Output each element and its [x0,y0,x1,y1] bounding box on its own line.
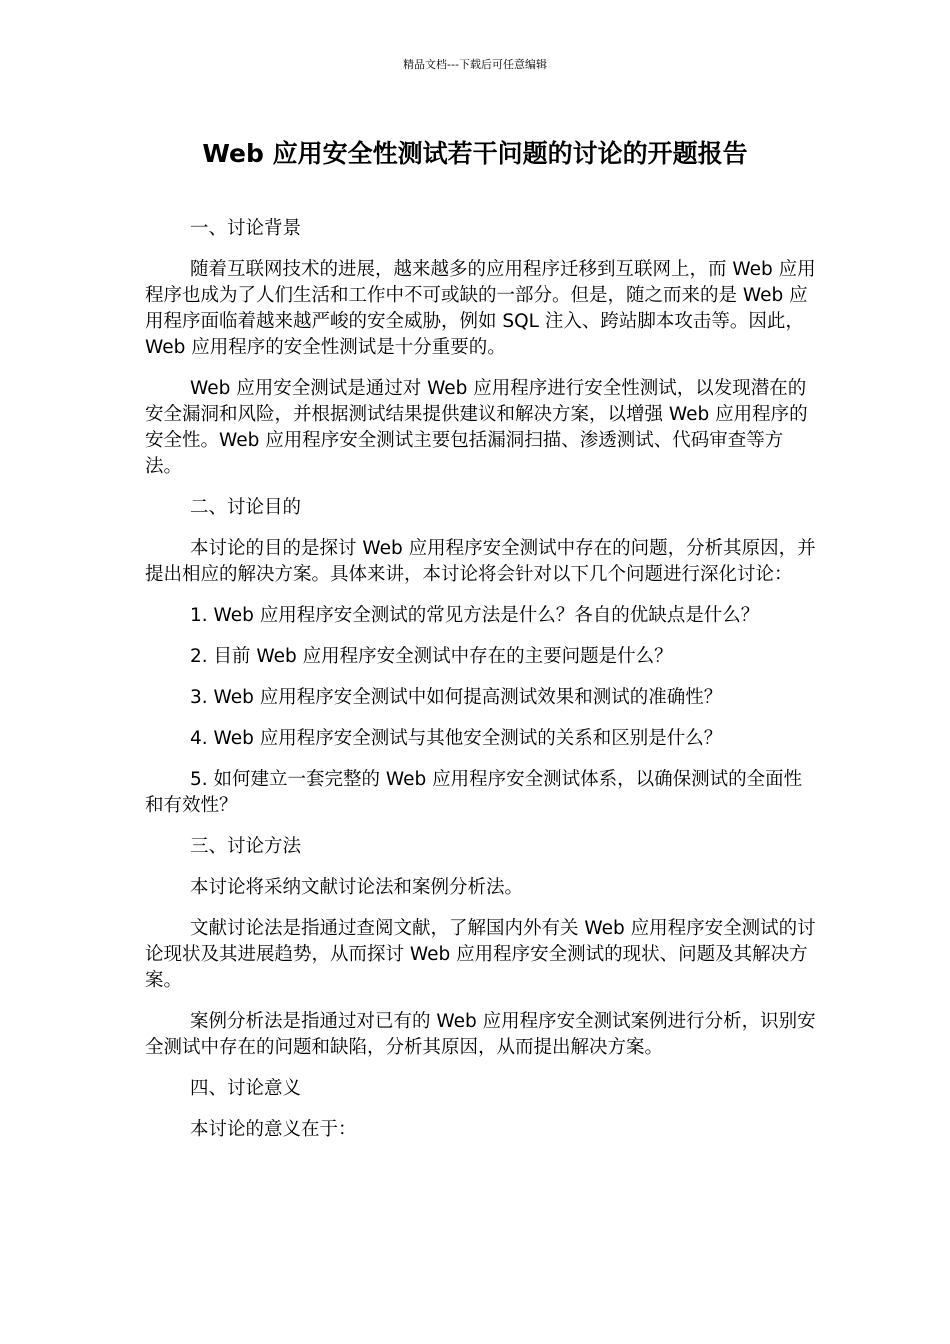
paragraph: 本讨论的目的是探讨 Web 应用程序安全测试中存在的问题，分析其原因，并提出相应的解决方案。具体来讲，本讨论将会针对以下几个问题进行深化讨论： [145,538,816,585]
list-item: 5. 如何建立一套完整的 Web 应用程序安全测试体系，以确保测试的全面性和有效性？ [145,769,803,816]
paragraph: 随着互联网技术的进展，越来越多的应用程序迁移到互联网上，而 Web 应用程序也成为了人们生活和工作中不可或缺的一部分。但是，随之而来的是 Web 应用程序面临着越来越严峻的安全威胁，例如 SQL 注入、跨站脚本攻击等。因此，Web 应用程序的安全性测试是十分重要的。 [145,259,816,358]
list-item: 2. 目前 Web 应用程序安全测试中存在的主要问题是什么？ [190,646,673,667]
header-note: 精品文档---下载后可任意编辑 [403,58,547,71]
paragraph: 本讨论将采纳文献讨论法和案例分析法。 [190,877,524,898]
section-heading-method: 三、讨论方法 [190,836,302,857]
paragraph: Web 应用安全测试是通过对 Web 应用程序进行安全性测试，以发现潜在的安全漏洞和风险，并根据测试结果提供建议和解决方案，以增强 Web 应用程序的安全性。Web 应用程序安全测试主要包括漏洞扫描、渗透测试、代码审查等方法。 [145,378,808,477]
section-heading-background: 一、讨论背景 [190,218,302,239]
paragraph: 本讨论的意义在于： [190,1119,357,1140]
list-item: 4. Web 应用程序安全测试与其他安全测试的关系和区别是什么？ [190,728,723,749]
document-title: Web 应用安全性测试若干问题的讨论的开题报告 [202,139,748,168]
document-body [145,216,817,1158]
list-item: 1. Web 应用程序安全测试的常见方法是什么？各自的优缺点是什么？ [190,605,760,626]
list-item: 3. Web 应用程序安全测试中如何提高测试效果和测试的准确性？ [190,687,723,708]
section-heading-significance: 四、讨论意义 [190,1078,302,1099]
paragraph: 案例分析法是指通过对已有的 Web 应用程序安全测试案例进行分析，识别安全测试中存在的问题和缺陷，分析其原因，从而提出解决方案。 [145,1011,816,1058]
paragraph: 文献讨论法是指通过查阅文献，了解国内外有关 Web 应用程序安全测试的讨论现状及其进展趋势，从而探讨 Web 应用程序安全测试的现状、问题及其解决方案。 [145,918,816,991]
section-heading-purpose: 二、讨论目的 [190,497,302,518]
